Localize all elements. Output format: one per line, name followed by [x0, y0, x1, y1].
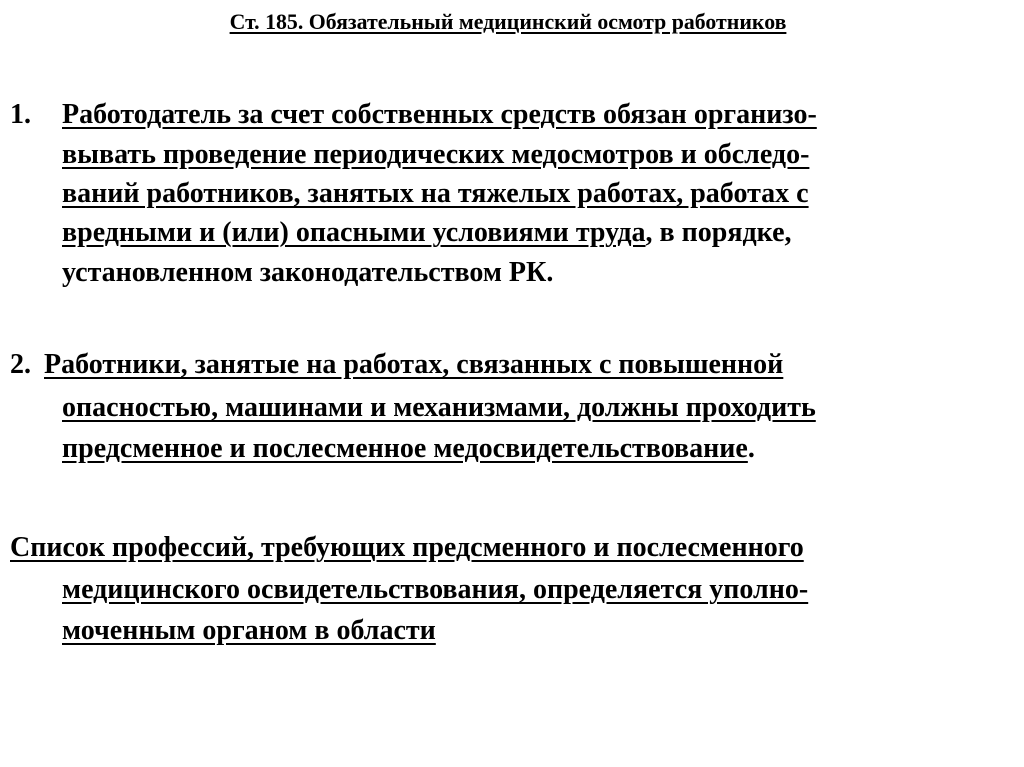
- item-1-line-4-text: вредными и (или) опасными условиями труда: [62, 217, 646, 248]
- item-1-line-5: [62, 256, 553, 290]
- item-2-line-1-text: Работники, занятые на работах, связанных с повышенной: [44, 349, 784, 380]
- item-1-line-5-text: установленном законодательством РК.: [62, 257, 554, 288]
- item-1-line-4: [62, 216, 792, 250]
- item-2-number: 2.: [10, 349, 31, 380]
- item-2-line-3: [62, 432, 755, 466]
- item-3-line-1: [10, 531, 804, 565]
- item-2-line-3-tail: .: [747, 433, 755, 464]
- item-1-line-2: [62, 138, 809, 172]
- item-2-line-2: [62, 391, 816, 425]
- item-3-line-2: [62, 573, 808, 607]
- item-3-line-2-text: медицинского освидетельствования, определяется уполно-: [62, 574, 809, 605]
- item-3-line-1-text: Список профессий, требующих предсменного и послесменного: [10, 532, 804, 563]
- slide-title: Ст. 185. Обязательный медицинский осмотр работников: [229, 9, 787, 34]
- item-1-line-3-text: ваний работников, занятых на тяжелых работах, работах с: [62, 178, 809, 209]
- item-1-line-4-tail: , в порядке,: [645, 217, 792, 248]
- item-1-line-1: [62, 98, 817, 132]
- item-1-line-1-text: Работодатель за счет собственных средств обязан организо-: [62, 99, 817, 130]
- item-3-line-3: [62, 614, 436, 648]
- item-3-line-3-text: моченным органом в области: [62, 615, 436, 646]
- item-1-line-3: [62, 177, 809, 211]
- item-2-line-2-text: опасностью, машинами и механизмами, должны проходить: [62, 392, 816, 423]
- item-2-line-3-text: предсменное и послесменное медосвидетельствование: [62, 433, 748, 464]
- item-1-number: 1.: [10, 99, 31, 130]
- item-1-line-2-text: вывать проведение периодических медосмотров и обследо-: [62, 139, 810, 170]
- item-2-line-1: [44, 348, 783, 382]
